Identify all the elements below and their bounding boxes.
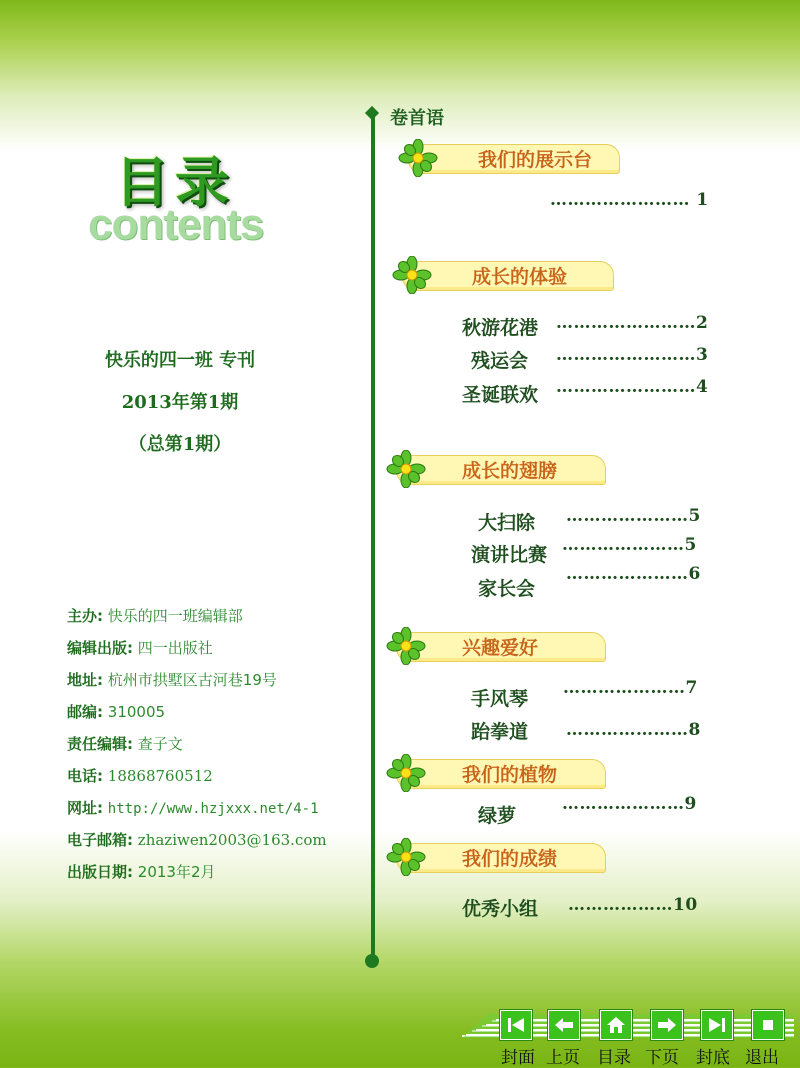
section-banner-achievements[interactable] xyxy=(386,840,608,874)
colophon-sep: : xyxy=(97,607,104,625)
issue-number: 2013年第1期 xyxy=(121,392,239,413)
toc-entry-row[interactable] xyxy=(562,794,697,814)
dot-leader: ……………… xyxy=(568,895,673,915)
colophon-email xyxy=(67,829,327,850)
page-number: 4 xyxy=(696,377,709,397)
toc-item-name[interactable]: 手风琴 xyxy=(471,688,529,710)
toc-item-name[interactable]: 绿萝 xyxy=(478,805,517,827)
section-banner-plants[interactable] xyxy=(386,756,608,790)
dot-leader: …………………… xyxy=(556,345,696,365)
flower-icon xyxy=(392,256,432,294)
dot-leader: ………………… xyxy=(562,535,685,555)
colophon-editor xyxy=(67,733,183,754)
colophon-host xyxy=(67,605,243,626)
toc-item-name[interactable]: 残运会 xyxy=(471,350,529,372)
page-number: 9 xyxy=(684,794,697,814)
section-banner-hobbies[interactable] xyxy=(386,629,608,663)
colophon-label: 电话 xyxy=(67,767,98,785)
colophon-date xyxy=(67,861,216,882)
section-banner-experience[interactable] xyxy=(392,258,617,292)
page-number: 7 xyxy=(685,678,698,698)
section-title: 我们的展示台 xyxy=(478,149,593,171)
timeline-line xyxy=(371,117,375,962)
flower-icon xyxy=(386,627,426,665)
section-banner-wings[interactable] xyxy=(386,452,608,486)
nav-cover-button[interactable] xyxy=(500,1010,532,1040)
page-number: 6 xyxy=(688,564,701,584)
flower-icon xyxy=(386,838,426,876)
next-arrow-icon xyxy=(656,1016,678,1034)
colophon-sep: : xyxy=(127,639,134,657)
colophon-value[interactable]: http://www.hzjxxx.net/4-1 xyxy=(107,801,319,817)
section-title: 兴趣爱好 xyxy=(462,637,539,659)
title-chinese: 目录 xyxy=(115,151,235,214)
nav-next-button[interactable] xyxy=(651,1010,683,1040)
colophon-sep: : xyxy=(97,703,104,721)
timeline-top-diamond xyxy=(365,106,379,120)
colophon-value: 查子文 xyxy=(137,735,183,753)
colophon-value: 杭州市拱墅区古河巷19号 xyxy=(107,671,277,689)
colophon-value[interactable]: zhaziwen2003@163.com xyxy=(137,831,327,849)
nav-label-back-cover[interactable]: 封底 xyxy=(696,1048,730,1068)
flower-icon xyxy=(398,139,438,177)
toc-entry-row[interactable] xyxy=(562,535,697,555)
colophon-publisher xyxy=(67,637,213,658)
colophon-label: 编辑出版 xyxy=(67,639,128,657)
dot-leader: …………………… xyxy=(556,377,696,397)
colophon-label: 出版日期 xyxy=(67,863,128,881)
colophon-label: 网址 xyxy=(67,799,98,817)
dot-leader: ………………… xyxy=(563,678,686,698)
colophon-label: 电子邮箱 xyxy=(67,831,128,849)
toc-item-name[interactable]: 秋游花港 xyxy=(462,317,539,339)
toc-item-name[interactable]: 圣诞联欢 xyxy=(462,384,539,406)
section-title: 我们的植物 xyxy=(462,764,558,786)
home-icon xyxy=(606,1015,626,1035)
toc-item-name[interactable]: 演讲比赛 xyxy=(471,544,548,566)
colophon-sep: : xyxy=(127,831,134,849)
toc-entry-row[interactable] xyxy=(566,564,701,584)
colophon-sep: : xyxy=(97,799,104,817)
colophon-sep: : xyxy=(97,767,104,785)
toc-entry-row[interactable] xyxy=(556,345,708,365)
toc-preface[interactable]: 卷首语 xyxy=(390,108,444,129)
page-number: 2 xyxy=(696,313,709,333)
colophon-website xyxy=(67,797,319,818)
toc-entry-row[interactable] xyxy=(568,895,698,915)
nav-back-cover-button[interactable] xyxy=(701,1010,733,1040)
toc-entry-row[interactable] xyxy=(550,190,709,210)
section-title: 成长的翅膀 xyxy=(462,460,558,482)
colophon-label: 主办 xyxy=(67,607,98,625)
colophon-sep: : xyxy=(97,671,104,689)
section-banner-showcase[interactable] xyxy=(398,141,623,175)
flower-icon xyxy=(386,754,426,792)
colophon-value: 2013年2月 xyxy=(137,863,216,881)
nav-label-cover[interactable]: 封面 xyxy=(501,1048,535,1068)
toc-item-name[interactable]: 跆拳道 xyxy=(471,721,529,743)
nav-label-next[interactable]: 下页 xyxy=(645,1048,679,1068)
section-title: 成长的体验 xyxy=(472,266,568,288)
colophon-sep: : xyxy=(127,863,134,881)
colophon-value: 310005 xyxy=(107,703,166,721)
magazine-name: 快乐的四一班 专刊 xyxy=(104,350,256,371)
colophon-label: 责任编辑 xyxy=(67,735,128,753)
first-page-icon xyxy=(506,1016,526,1034)
toc-entry-row[interactable] xyxy=(566,506,701,526)
timeline-end-dot xyxy=(365,954,379,968)
nav-label-prev[interactable]: 上页 xyxy=(546,1048,580,1068)
section-title: 我们的成绩 xyxy=(462,848,558,870)
dot-leader: …………………… xyxy=(550,190,697,210)
dot-leader: ………………… xyxy=(566,564,689,584)
colophon-postcode xyxy=(67,701,165,722)
page-number: 5 xyxy=(684,535,697,555)
nav-label-toc[interactable]: 目录 xyxy=(597,1048,631,1068)
dot-leader: ………………… xyxy=(562,794,685,814)
colophon-value: 快乐的四一班编辑部 xyxy=(107,607,243,625)
toc-item-name[interactable]: 优秀小组 xyxy=(462,898,539,920)
colophon-value: 四一出版社 xyxy=(137,639,213,657)
prev-arrow-icon xyxy=(553,1016,575,1034)
colophon-label: 邮编 xyxy=(67,703,98,721)
toc-entry-row[interactable] xyxy=(566,720,701,740)
page-number: 10 xyxy=(673,895,698,915)
toc-entry-row[interactable] xyxy=(556,313,708,333)
colophon-value: 18868760512 xyxy=(107,767,213,785)
colophon-sep: : xyxy=(127,735,134,753)
nav-toc-button[interactable] xyxy=(600,1010,632,1040)
toc-entry-row[interactable] xyxy=(556,377,708,397)
page-number: 3 xyxy=(696,345,709,365)
nav-exit-button[interactable] xyxy=(752,1010,784,1040)
toc-item-name[interactable]: 家长会 xyxy=(478,578,536,600)
dot-leader: …………………… xyxy=(556,313,696,333)
toc-entry-row[interactable] xyxy=(563,678,698,698)
dot-leader: ………………… xyxy=(566,720,689,740)
page-number: 5 xyxy=(688,506,701,526)
title-english: contents xyxy=(88,200,264,249)
last-page-icon xyxy=(707,1016,727,1034)
exit-icon xyxy=(760,1017,776,1033)
dot-leader: ………………… xyxy=(566,506,689,526)
nav-label-exit[interactable]: 退出 xyxy=(745,1048,779,1068)
toc-item-name[interactable]: 大扫除 xyxy=(478,512,536,534)
colophon-address xyxy=(67,669,277,690)
colophon-phone xyxy=(67,765,213,786)
issue-total: （总第1期） xyxy=(128,434,232,455)
flower-icon xyxy=(386,450,426,488)
nav-prev-button[interactable] xyxy=(548,1010,580,1040)
page-number: 8 xyxy=(688,720,701,740)
page-number: 1 xyxy=(696,190,709,210)
colophon-label: 地址 xyxy=(67,671,98,689)
